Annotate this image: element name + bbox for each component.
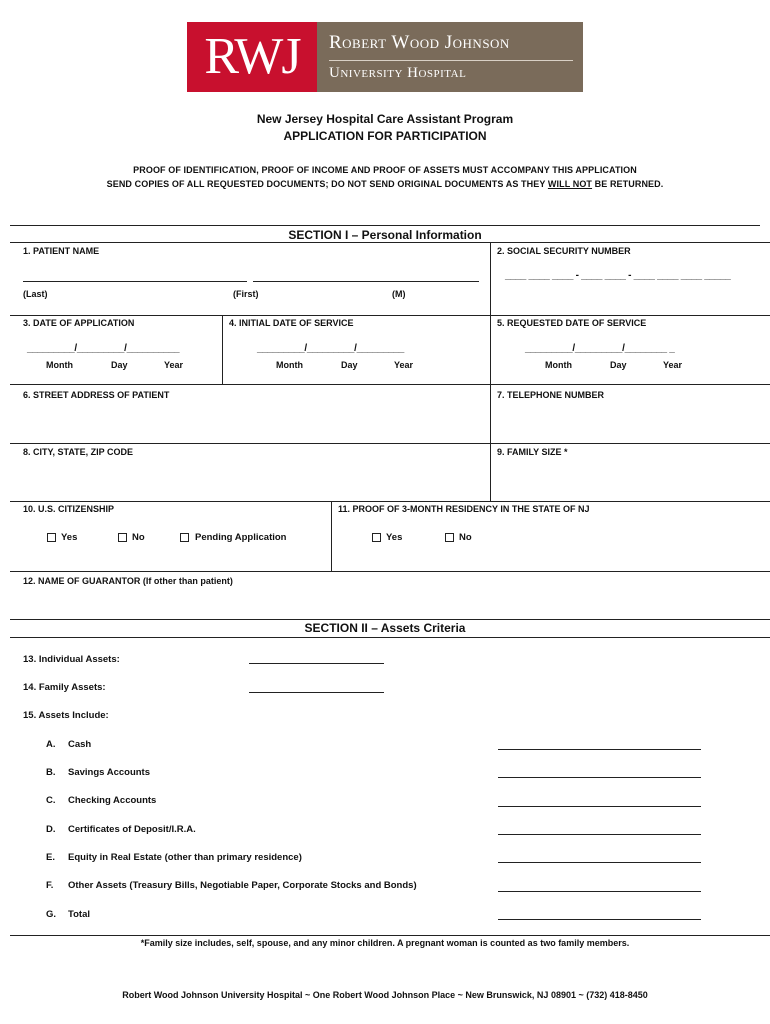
asset-label-real-estate: Equity in Real Estate (other than primary residence) [68,852,302,863]
row1-top-rule [10,242,770,243]
initial-date-label: 4. INITIAL DATE OF SERVICE [229,318,354,328]
assets-include-label: 15. Assets Include: [23,710,109,721]
asset-label-cd-ira: Certificates of Deposit/I.R.A. [68,824,196,835]
individual-assets-field[interactable] [249,663,384,664]
asset-field-total[interactable] [498,919,701,920]
application-date-field[interactable]: _________/_________/__________ [27,343,180,354]
first-name-field[interactable] [253,281,479,282]
asset-field-other[interactable] [498,891,701,892]
row3-top-rule [10,384,770,385]
asset-letter: A. [46,739,56,750]
citizenship-label: 10. U.S. CITIZENSHIP [23,504,115,514]
city-state-zip-label: 8. CITY, STATE, ZIP CODE [23,447,134,457]
requested-date-label: 5. REQUESTED DATE OF SERVICE [497,318,647,328]
initial-date-field[interactable]: _________/_________/_________ [257,343,405,354]
notice-line-1: PROOF OF IDENTIFICATION, PROOF OF INCOME AND PROOF OF ASSETS MUST ACCOMPANY THIS APPLICATION [133,165,637,175]
notice-line-2: SEND COPIES OF ALL REQUESTED DOCUMENTS; DO NOT SEND ORIGINAL DOCUMENTS AS THEY WILL NOT BE RETURNED. [106,179,664,189]
section2-title: SECTION II – Assets Criteria [304,621,466,635]
residency-yes-label: Yes [386,532,403,543]
telephone-label: 7. TELEPHONE NUMBER [497,390,605,400]
form-title: New Jersey Hospital Care Assistant Program [256,112,514,126]
row2-divider-2 [490,315,491,384]
residency-yes-checkbox[interactable] [372,533,381,542]
req-day-label: Day [610,360,627,370]
init-year-label: Year [394,360,414,370]
first-label: (First) [233,289,259,299]
footnote-rule [10,935,770,936]
row5-top-rule [10,501,770,502]
citizenship-no-checkbox[interactable] [118,533,127,542]
residency-no-label: No [459,532,472,543]
asset-letter: D. [46,824,56,835]
requested-date-field[interactable]: _________/_________/________ _ [525,343,675,354]
residency-no-checkbox[interactable] [445,533,454,542]
section2-bottom-rule [10,637,770,638]
street-address-label: 6. STREET ADDRESS OF PATIENT [23,390,170,400]
citizenship-no-label: No [132,532,145,543]
section1-title: SECTION I – Personal Information [288,228,482,242]
row5-divider [331,501,332,571]
asset-letter: B. [46,767,56,778]
asset-letter: G. [46,909,57,920]
citizenship-yes-checkbox[interactable] [47,533,56,542]
logo-mark: RWJ [187,22,317,92]
logo-line-2: University Hospital [329,65,467,81]
patient-name-label: 1. PATIENT NAME [23,246,100,256]
app-day-label: Day [111,360,128,370]
asset-field-checking[interactable] [498,806,701,807]
citizenship-pending-label: Pending Application [195,532,287,543]
row2-top-rule [10,315,770,316]
row2-divider-1 [222,315,223,384]
app-year-label: Year [164,360,184,370]
guarantor-label: 12. NAME OF GUARANTOR (If other than patient) [23,576,233,586]
row6-top-rule [10,571,770,572]
individual-assets-label: 13. Individual Assets: [23,654,120,665]
req-month-label: Month [545,360,572,370]
last-name-field[interactable] [23,281,247,282]
form-subtitle: APPLICATION FOR PARTICIPATION [283,129,487,143]
asset-label-checking: Checking Accounts [68,795,157,806]
row4-top-rule [10,443,770,444]
citizenship-yes-label: Yes [61,532,78,543]
section2-top-rule [10,619,770,620]
asset-field-savings[interactable] [498,777,701,778]
citizenship-pending-checkbox[interactable] [180,533,189,542]
logo-name-block [317,22,583,92]
app-month-label: Month [46,360,73,370]
asset-letter: F. [46,880,54,891]
asset-field-real-estate[interactable] [498,862,701,863]
asset-field-cd-ira[interactable] [498,834,701,835]
ssn-field[interactable]: ____ ____ ____ - ____ ____ - ____ ____ ____ _____ [505,270,731,281]
section1-top-rule [10,225,760,226]
logo-line-1: Robert Wood Johnson [329,32,510,53]
asset-letter: E. [46,852,55,863]
init-month-label: Month [276,360,303,370]
asset-label-total: Total [68,909,90,920]
residency-label: 11. PROOF OF 3-MONTH RESIDENCY IN THE STATE OF NJ [338,504,590,514]
middle-label: (M) [392,289,406,299]
ssn-label: 2. SOCIAL SECURITY NUMBER [497,246,631,256]
asset-field-cash[interactable] [498,749,701,750]
asset-letter: C. [46,795,56,806]
row1-divider [490,242,491,315]
hospital-logo [187,22,583,92]
family-assets-field[interactable] [249,692,384,693]
req-year-label: Year [663,360,683,370]
logo-divider [329,60,573,61]
last-label: (Last) [23,289,48,299]
family-size-label: 9. FAMILY SIZE * [497,447,568,457]
family-assets-label: 14. Family Assets: [23,682,106,693]
init-day-label: Day [341,360,358,370]
asset-label-savings: Savings Accounts [68,767,151,778]
date-of-application-label: 3. DATE OF APPLICATION [23,318,135,328]
asset-label-cash: Cash [68,739,92,750]
hospital-address-footer: Robert Wood Johnson University Hospital ~ One Robert Wood Johnson Place ~ New Brunswick, NJ 08901 ~ (732) 418-8450 [122,990,648,1000]
family-size-footnote: *Family size includes, self, spouse, and any minor children. A pregnant woman is counted as two family members. [140,938,630,948]
asset-label-other: Other Assets (Treasury Bills, Negotiable Paper, Corporate Stocks and Bonds) [68,880,417,891]
